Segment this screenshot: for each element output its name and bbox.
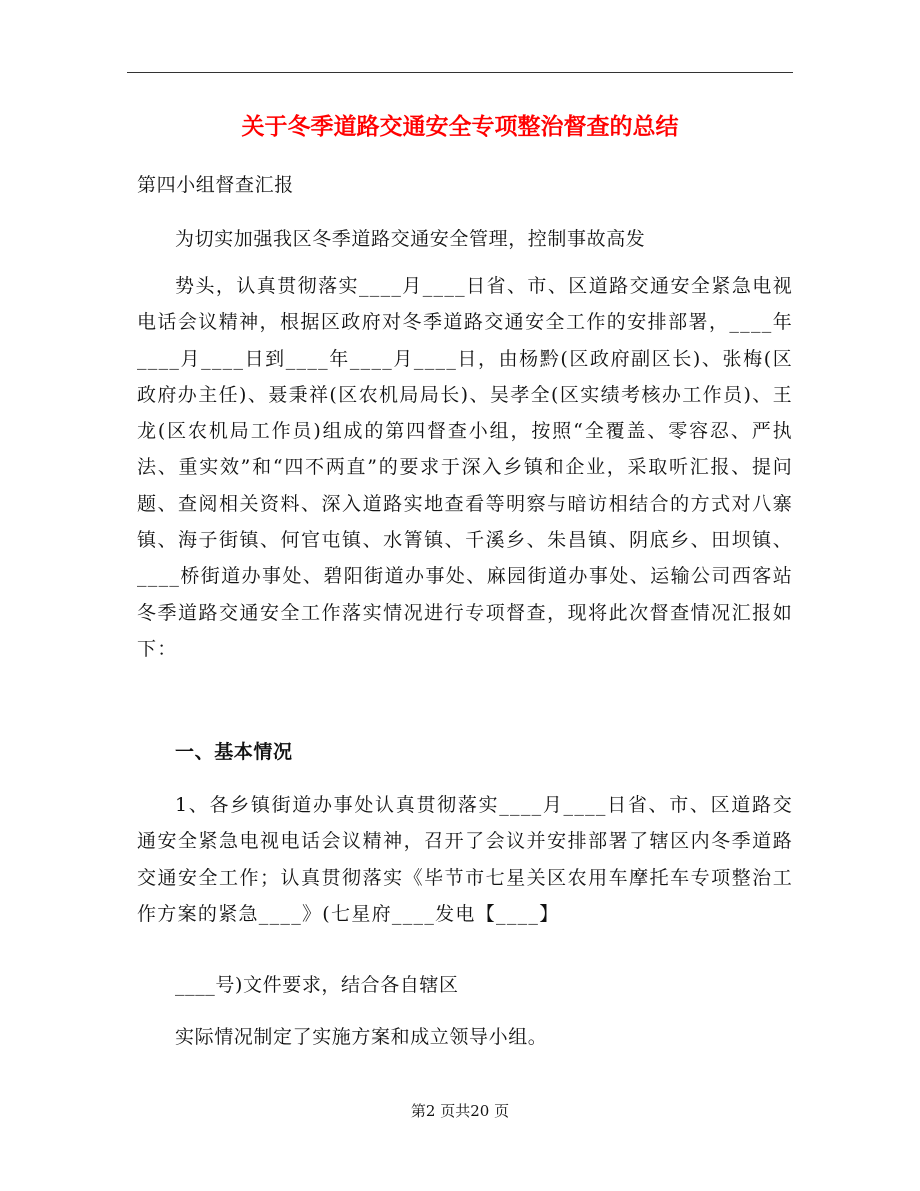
closing-line: 实际情况制定了实施方案和成立领导小组。	[175, 1026, 548, 1048]
intro-line: 为切实加强我区冬季道路交通安全管理，控制事故高发	[175, 228, 646, 250]
section-heading: 一、基本情况	[175, 741, 293, 763]
doc-number-line: ____号)文件要求，结合各自辖区	[175, 974, 459, 996]
document-title: 关于冬季道路交通安全专项整治督查的总结	[241, 113, 679, 140]
paragraph-1: 势头，认真贯彻落实____月____日省、市、区道路交通安全紧急电视电话会议精神，根据区政府对冬季道路交通安全工作的安排部署，____年____月____日到____年____月____日，由杨黔(区政府副区长)、张梅(区政府办主任)、聂秉祥(区农机局局长)、吴孝全(区实绩考核办工作员)、王龙(区农机局工作员)组成的第四督查小组，按照“全覆盖、零容忍、严执法、重实效”和“四不两直”的要求于深入乡镇和企业，采取听汇报、提问题、查阅相关资料、深入道路实地查看等明察与暗访相结合的方式对八寨镇、海子街镇、何官屯镇、水箐镇、千溪乡、朱昌镇、阴底乡、田坝镇、____桥街道办事处、碧阳街道办事处、麻园街道办事处、运输公司西客站冬季道路交通安全工作落实情况进行专项督查，现将此次督查情况汇报如下：	[137, 275, 793, 660]
page-footer: 第2 页共20 页	[410, 1102, 510, 1120]
subtitle: 第四小组督查汇报	[137, 174, 294, 196]
header-rule	[127, 72, 793, 73]
paragraph-2: 1、各乡镇街道办事处认真贯彻落实____月____日省、市、区道路交通安全紧急电视电话会议精神，召开了会议并安排部署了辖区内冬季道路交通安全工作；认真贯彻落实《毕节市七星关区农用车摩托车专项整治工作方案的紧急____》(七星府____发电【____】	[137, 794, 793, 925]
